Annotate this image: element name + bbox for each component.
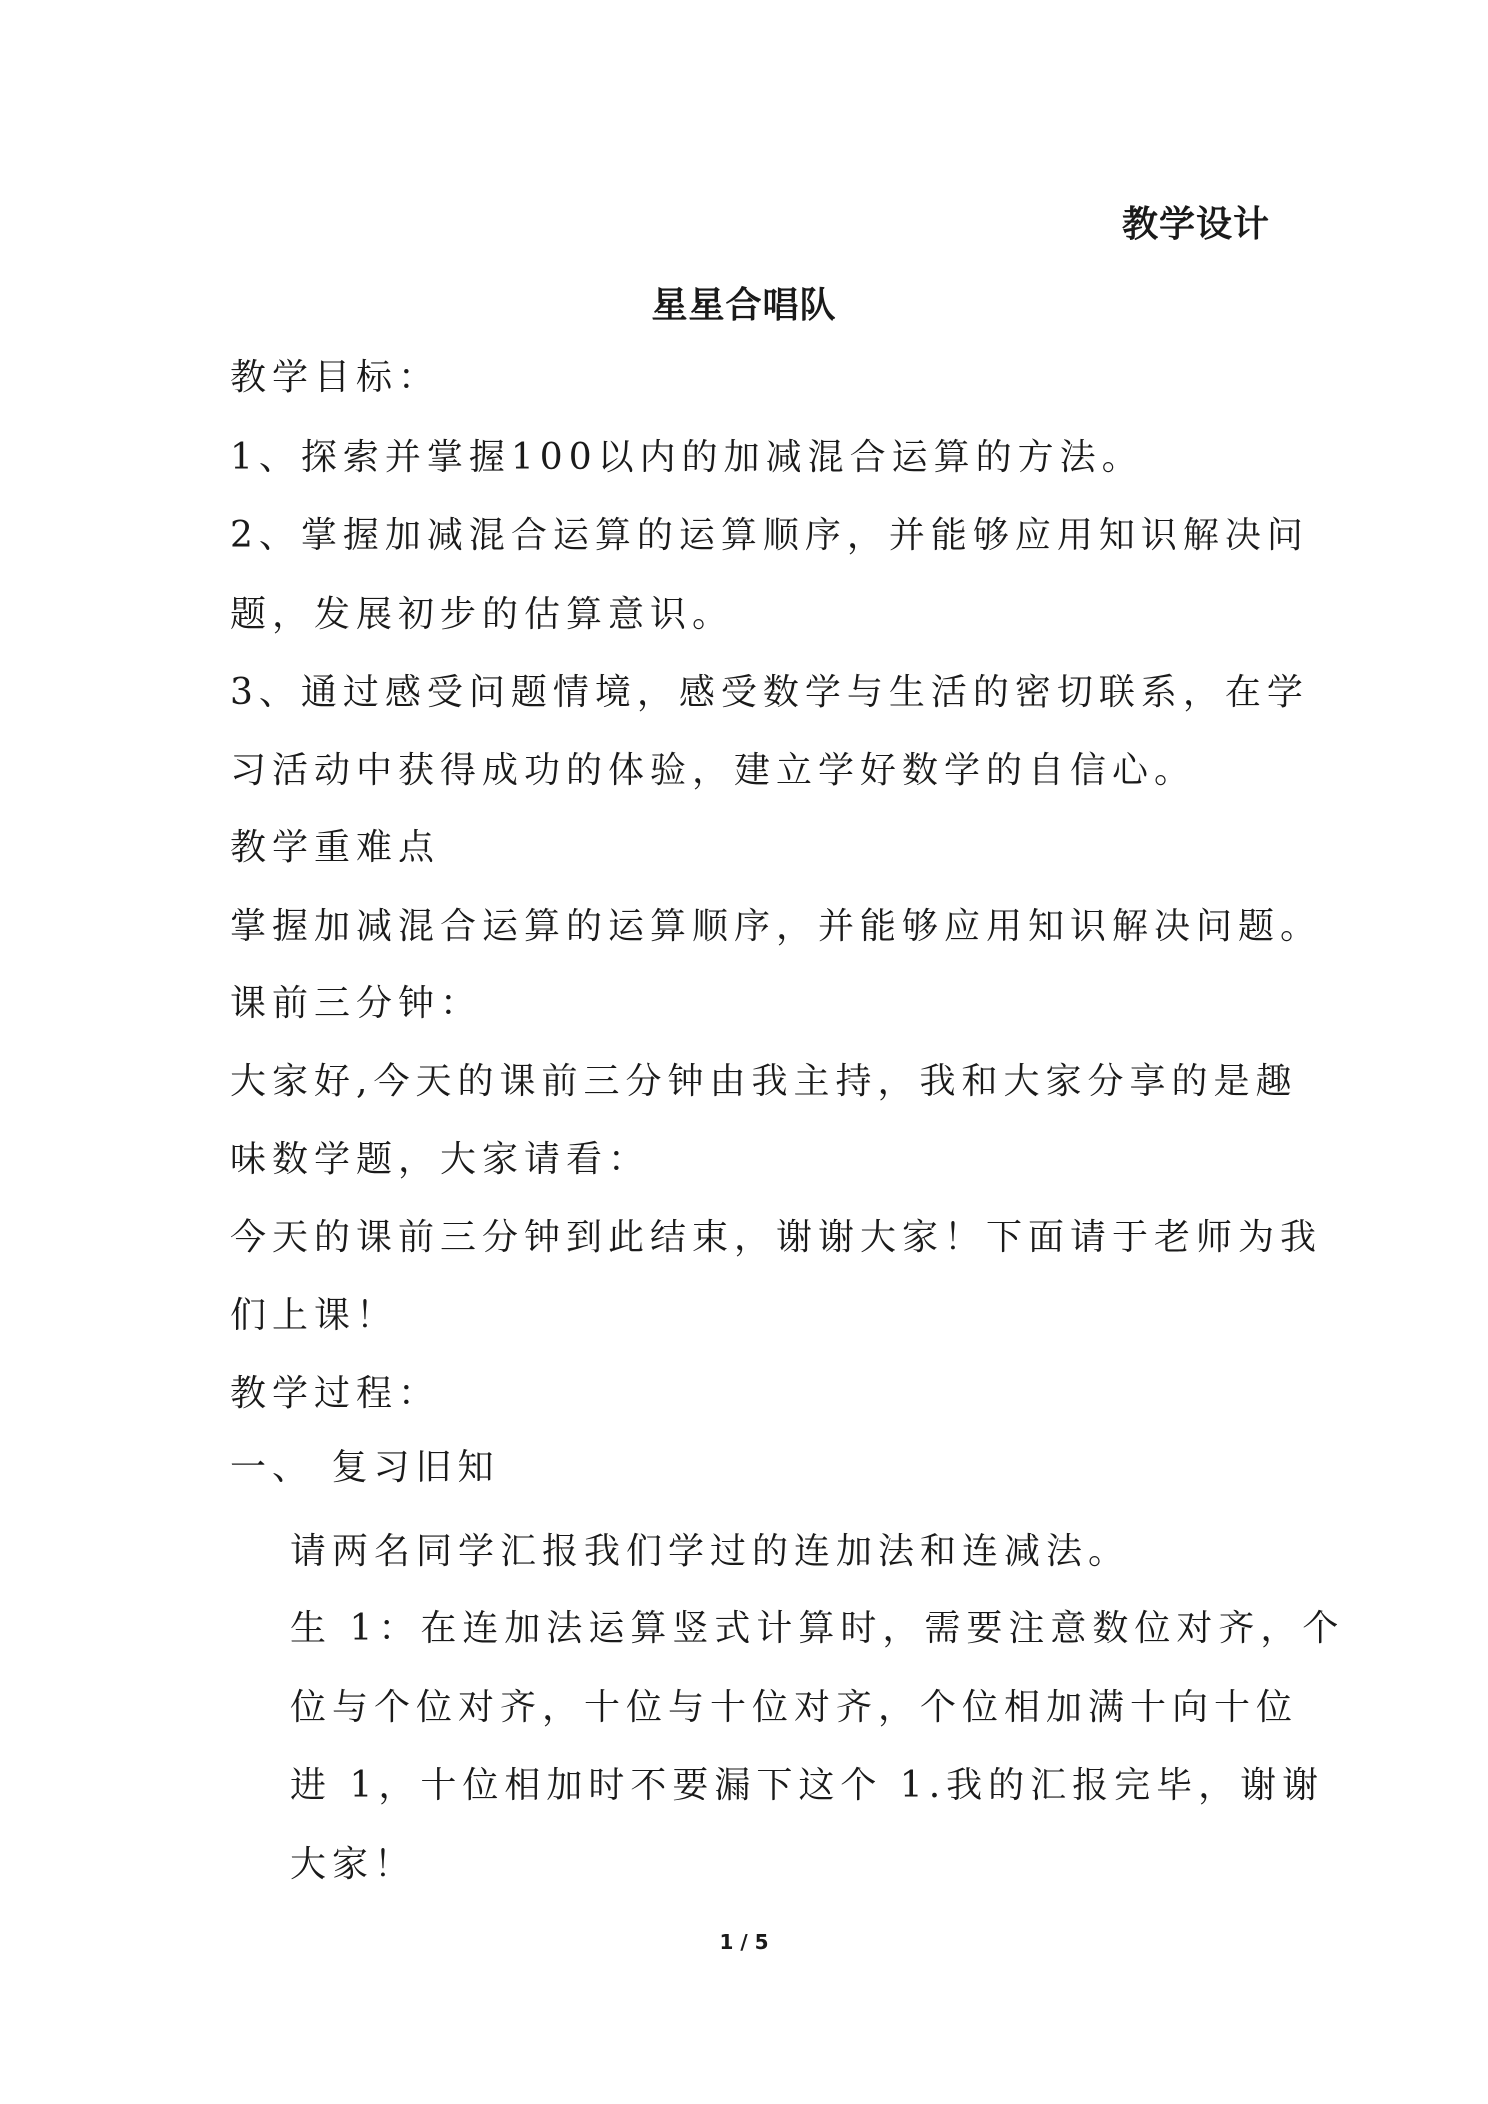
warmup-line-3: 今天的课前三分钟到此结束，谢谢大家！下面请于老师为我 <box>230 1217 1323 1258</box>
key-points-heading: 教学重难点 <box>230 827 441 868</box>
warmup-heading: 课前三分钟： <box>230 983 483 1024</box>
review-paragraph-2-line-4: 大家！ <box>290 1844 417 1885</box>
process-heading: 教学过程： <box>230 1373 441 1414</box>
document-type-label: 教学设计 <box>1121 204 1270 245</box>
warmup-line-4: 们上课！ <box>230 1295 399 1336</box>
review-paragraph-2-line-2: 位与个位对齐，十位与十位对齐，个位相加满十向十位 <box>290 1687 1299 1728</box>
review-paragraph-1: 请两名同学汇报我们学过的连加法和连减法。 <box>290 1531 1131 1572</box>
objective-item-3-line-2: 习活动中获得成功的体验，建立学好数学的自信心。 <box>230 750 1197 791</box>
objective-item-2-line-2: 题，发展初步的估算意识。 <box>230 594 735 635</box>
warmup-line-1: 大家好,今天的课前三分钟由我主持，我和大家分享的是趣 <box>230 1061 1298 1102</box>
warmup-line-2: 味数学题，大家请看： <box>230 1139 651 1180</box>
section-heading-review: 一、 复习旧知 <box>230 1447 500 1488</box>
objectives-heading: 教学目标： <box>230 357 441 398</box>
page-number: 1 / 5 <box>719 1930 769 1954</box>
key-points-text: 掌握加减混合运算的运算顺序，并能够应用知识解决问题。 <box>230 906 1323 947</box>
objective-item-1: 1、探索并掌握100以内的加减混合运算的方法。 <box>230 437 1144 478</box>
objective-item-3-line-1: 3、通过感受问题情境，感受数学与生活的密切联系，在学 <box>230 672 1309 713</box>
document-title: 星星合唱队 <box>651 285 837 326</box>
review-paragraph-2-line-1: 生 1：在连加法运算竖式计算时，需要注意数位对齐，个 <box>290 1608 1345 1649</box>
review-paragraph-2-line-3: 进 1，十位相加时不要漏下这个 1.我的汇报完毕，谢谢 <box>290 1765 1325 1806</box>
objective-item-2-line-1: 2、掌握加减混合运算的运算顺序，并能够应用知识解决问 <box>230 515 1309 556</box>
